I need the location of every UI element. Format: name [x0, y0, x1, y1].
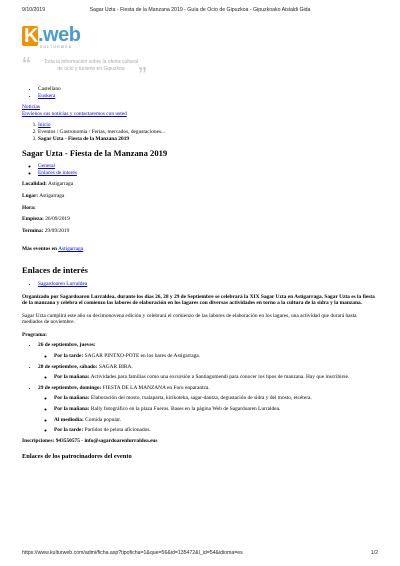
event-intro: Sagar Uzta cumplirá este año su decimonovena edición y celebrará el comienzo de las labores de elaboración en los lagares, una actividad que durará hasta mediados de noviembre. — [22, 312, 357, 326]
tagline-text: Toda la información sobre la oferta cultural de ocio y turismo en Gipuzkoa — [43, 59, 139, 72]
language-item — [38, 93, 378, 100]
breadcrumb-home-link[interactable]: Inicio — [38, 122, 51, 129]
program-day: • 26 de septiembre, jueves: ◦ Por la tarde: SAGAR PINTXO-POTE en los bares de Astigarraga. — [38, 342, 378, 359]
logo-mark: K — [24, 25, 39, 47]
breadcrumb-item — [38, 122, 378, 129]
program-slot: ◦ Por la mañana: Elaboración del mosto, txalaparta, kirikoteka, sagar-dantza, degustación de sidra y del mosto, etcétera. — [54, 395, 378, 402]
program-day: • 28 de septiembre, sábado: SAGAR BIRA. ◦ Por la mañana: Actividades para familias como una excursión a Santiagomendi para conocer los tipos de manzana. Hay que inscribirse. — [38, 364, 378, 381]
close-quote-icon: ” — [138, 64, 147, 84]
more-events-link[interactable]: Astigarraga — [58, 246, 84, 253]
program-slot: ◦ Al mediodía: Comida popular. — [54, 417, 378, 424]
tab-general[interactable]: General — [38, 163, 56, 170]
print-url: https://www.kulturweb.com/admi/ficha.asp?tipoficha=1&que=56&id=135472&l_id=54&idioma=es — [22, 550, 243, 556]
page-title: Sagar Uzta - Fiesta de la Manzana 2019 — [22, 148, 168, 159]
field-hora: Hora: — [22, 204, 36, 211]
breadcrumb-current: Sagar Uzta - Fiesta de la Manzana 2019 — [38, 135, 130, 142]
sagardoaren-lurraldea-link[interactable]: Sagardoaren Lurraldea — [38, 280, 88, 287]
program-slots — [38, 374, 378, 381]
main-content — [22, 86, 378, 461]
language-selector — [22, 86, 378, 99]
kulturweb-logo[interactable] — [22, 26, 102, 54]
site-tagline — [22, 54, 172, 84]
field-lugar: Lugar: Astigarraga — [22, 192, 65, 199]
interest-heading: Enlaces de interés — [22, 264, 88, 275]
print-footer — [0, 550, 400, 560]
print-page-number: 1/2 — [370, 550, 378, 556]
language-euskera-link[interactable]: Euskera — [38, 92, 56, 99]
field-empieza: Empieza: 26/09/2019 — [22, 216, 70, 223]
event-intro-bold: Organizado por Sagardoaren Lurraldea, durante los días 26, 28 y 29 de Septiembre se celebrará la XIX Sagar Uzta en Astigarraga. Sagar Uzta es la fiesta de la manzana y celebra el comienzo las labores de elaboración en los lagares con diversas actividades en torno a la cultura de la sidra y la manzana. — [22, 293, 375, 307]
more-events: Más eventos en Astigarraga — [22, 246, 84, 253]
program-slot: ◦ Por la mañana: Actividades para familias como una excursión a Santiagomendi para conocer los tipos de manzana. Hay que inscribirse. — [54, 374, 378, 381]
program-title: Programa: — [22, 331, 48, 338]
breadcrumb-item — [38, 129, 378, 136]
program-slots — [38, 353, 378, 360]
open-quote-icon: “ — [22, 54, 31, 74]
program-slot: ◦ Por la tarde: Partidos de pelota aficionados. — [54, 427, 378, 434]
subnav-item — [38, 163, 378, 170]
sponsors-heading: Enlaces de los patrocinadores del evento — [22, 453, 132, 461]
top-links — [22, 104, 378, 117]
tab-enlaces[interactable]: Enlaces de interés — [38, 169, 77, 176]
subnav-item — [38, 170, 378, 177]
send-news-link[interactable]: Envíenos sus noticias y contactaremos con usted — [22, 110, 127, 117]
language-item — [38, 86, 378, 93]
logo-subtitle: KULTURWEB — [40, 45, 73, 49]
print-header — [0, 0, 400, 14]
breadcrumb-category[interactable]: Eventos / Gastronomía / Ferias, mercados, degustaciones... — [38, 128, 166, 135]
language-castellano[interactable]: Castellano — [38, 86, 61, 92]
print-date: 9/10/2019 — [22, 7, 46, 13]
event-subnav — [22, 163, 378, 176]
news-link[interactable]: Noticias — [22, 104, 40, 111]
field-termina: Termina: 29/09/2019 — [22, 227, 70, 234]
interest-links — [22, 281, 378, 288]
interest-item — [38, 281, 378, 288]
program-days — [22, 342, 378, 433]
print-document-title: Sagar Uzta - Fiesta de la Manzana 2019 - Guía de Ocio de Gipuzkoa - Gipuzkoako Aisialdi Gida — [89, 7, 311, 13]
breadcrumb — [22, 122, 378, 142]
logo-wordmark: .web — [38, 24, 81, 46]
field-localidad: Localidad: Astigarraga — [22, 181, 74, 188]
program-slot: ◦ Por la mañana: Rally fotográfico en la plaza Fueros. Bases en la página Web de Sagardoaren Lurraldea. — [54, 406, 378, 413]
breadcrumb-item — [38, 136, 378, 143]
program-day: • 29 de septiembre, domingo: FIESTA DE LA MANZANA en Foru enparantza. ◦ Por la mañana: Elaboración del mosto, txalaparta, kirikoteka, sagar-dantza, degustación de sidra y del mosto, etcétera. ◦ Por la mañana: Rally fotográfico en la plaza Fueros. Bases en la página Web de Sagardoaren Lurraldea. ◦ Al mediodía: Comida popular. ◦ Por la tarde: Partidos de pelota aficionados. — [38, 385, 378, 434]
inscriptions-info: Inscripciones: 943550575 - info@sagardoarenlurraldea.eus — [22, 437, 158, 444]
program-slot: ◦ Por la tarde: SAGAR PINTXO-POTE en los bares de Astigarraga. — [54, 353, 378, 360]
program-slots — [38, 395, 378, 433]
